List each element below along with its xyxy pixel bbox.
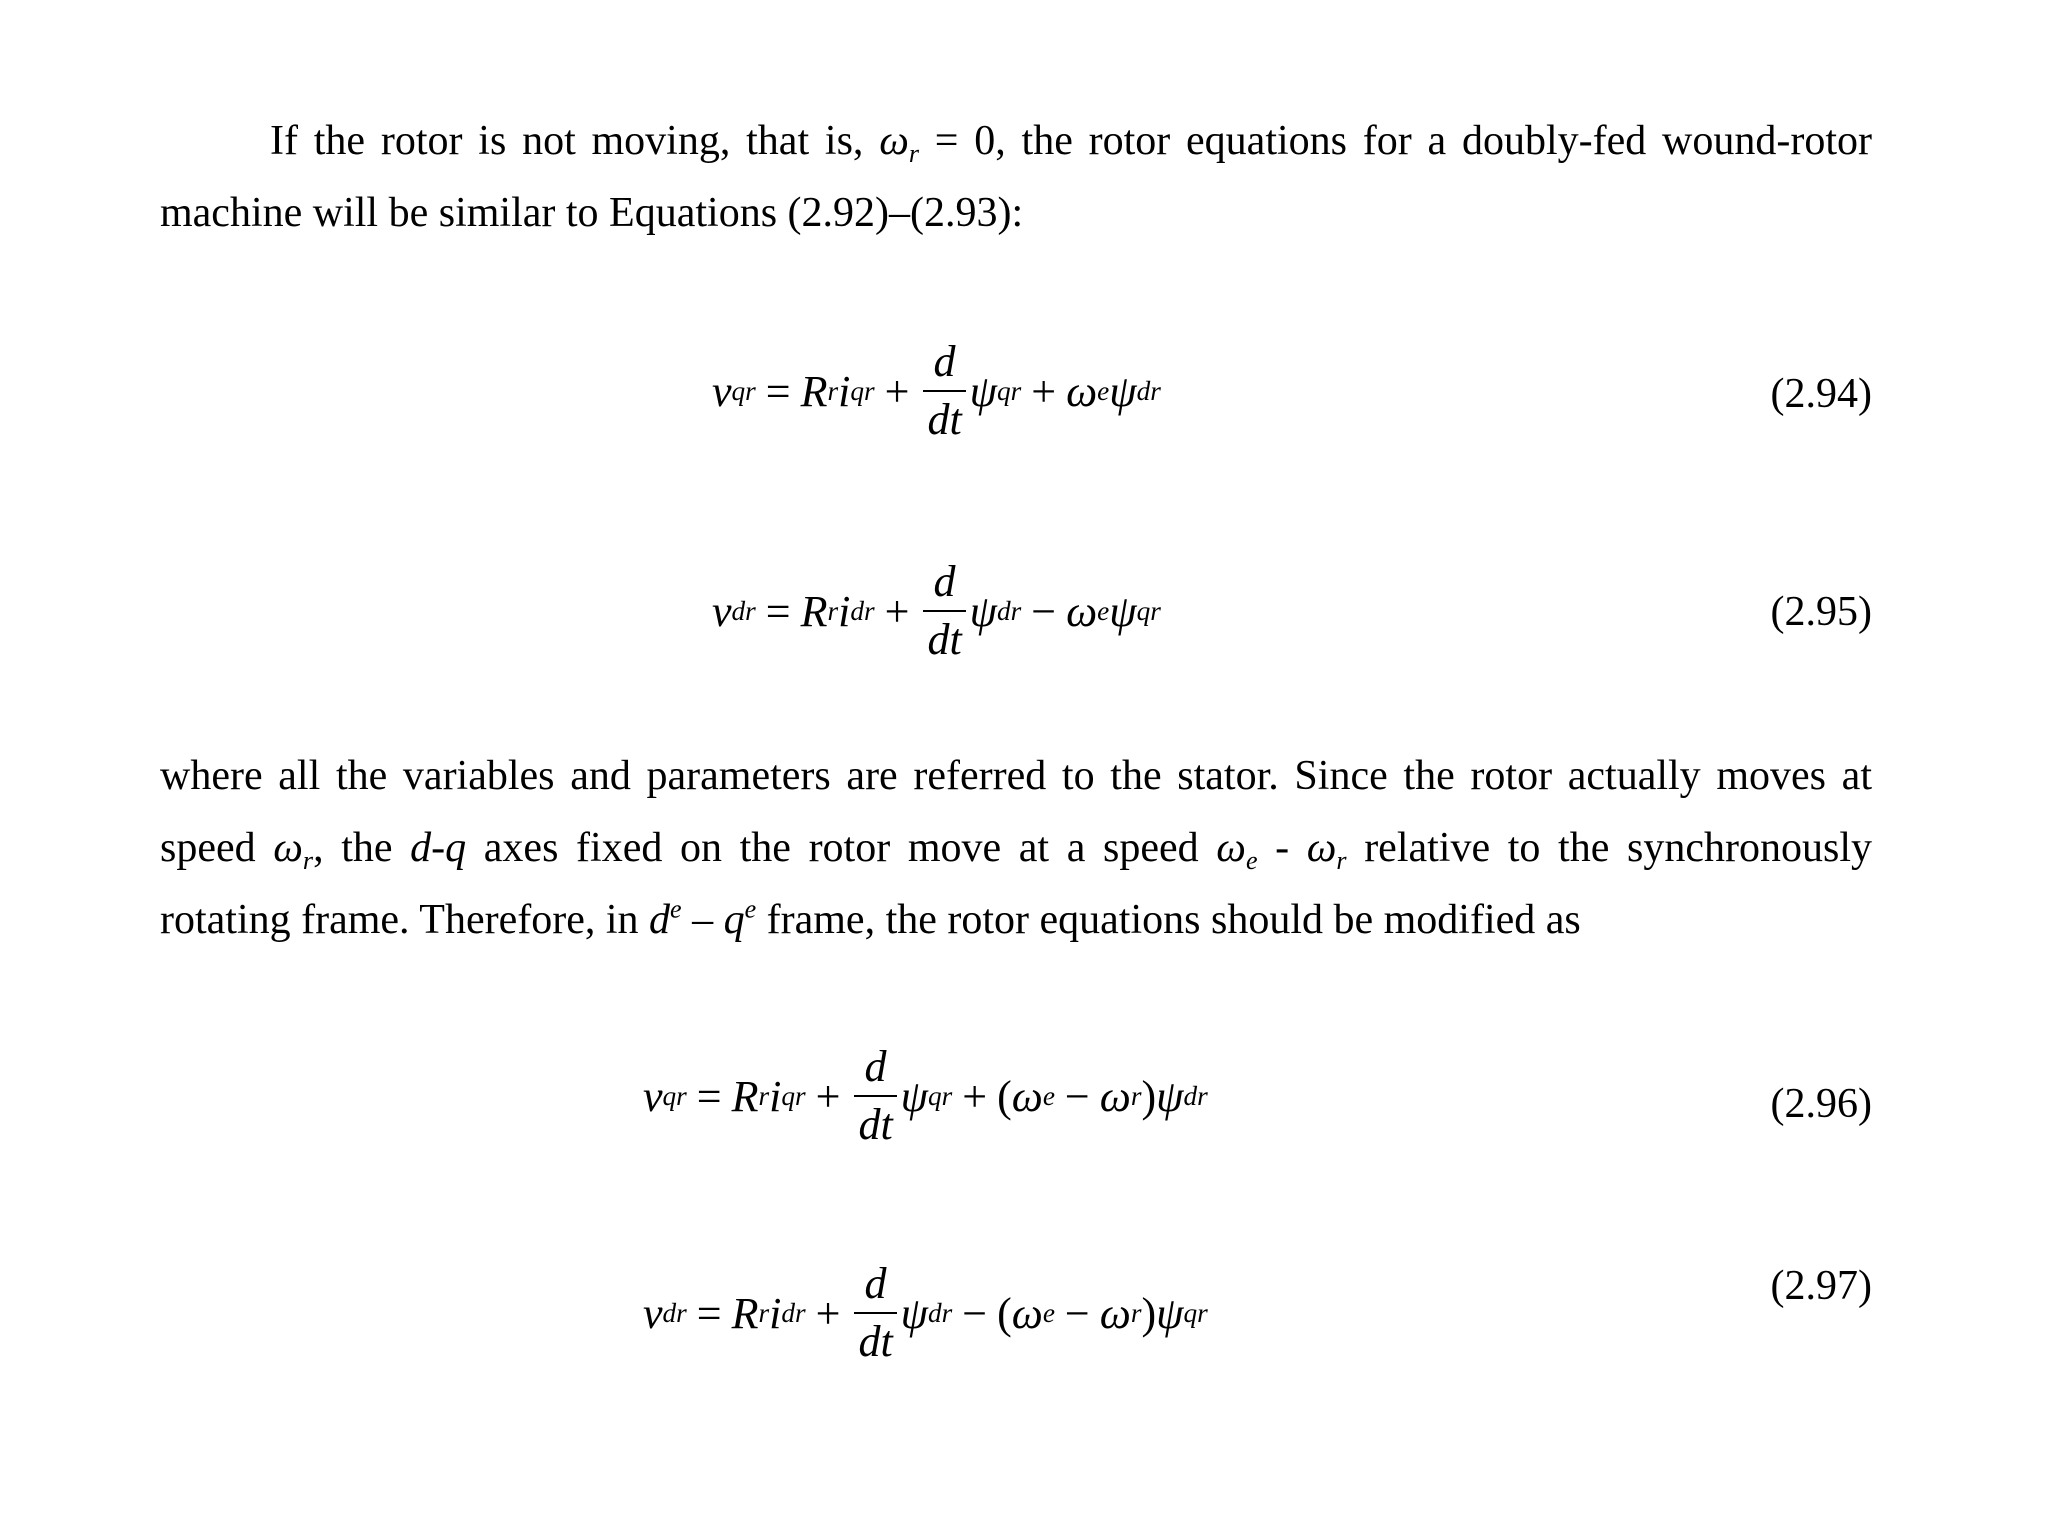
eq-flux-2: ψ — [1109, 586, 1137, 636]
dq-symbol: d-q — [410, 825, 467, 871]
eq-omega-e: ω — [1011, 1288, 1043, 1338]
eq-lhs: v — [643, 1071, 663, 1121]
omega-e-symbol: ω — [1216, 825, 1246, 871]
eq-plus: + — [884, 366, 910, 416]
eq-resistance: R — [800, 586, 828, 636]
eq-flux-1: ψ — [900, 1288, 928, 1338]
omega-subscript: r — [908, 138, 919, 168]
eq-resistance: R — [731, 1071, 759, 1121]
equation-2-96: v qr = R r i qr + $\frac{d}{dt}$ ψ qr + ( ω e − ω r ) ψ dr — [643, 1042, 1208, 1149]
eq-flux-1: ψ — [900, 1071, 928, 1121]
equation-number-2-96: (2.96) — [1770, 1081, 1872, 1127]
frac-denominator: dt — [854, 1312, 896, 1364]
eq-flux-2: ψ — [1156, 1288, 1184, 1338]
eq-paren-close: ) — [1141, 1071, 1157, 1121]
eq-current: i — [838, 366, 851, 416]
eq-plus: + — [884, 586, 910, 636]
omega-symbol: ω — [879, 118, 909, 164]
eq-current: i — [769, 1288, 782, 1338]
omega-r2-subscript: r — [1336, 845, 1347, 875]
equation-number-2-95: (2.95) — [1770, 589, 1872, 635]
frac-numerator: d — [933, 557, 956, 606]
eq-equals: = — [696, 1071, 722, 1121]
eq-omega: ω — [1066, 586, 1098, 636]
eq-flux-1: ψ — [969, 366, 997, 416]
eq-lhs: v — [643, 1288, 663, 1338]
eq-equals: = — [696, 1288, 722, 1338]
eq-omega-r: ω — [1099, 1288, 1131, 1338]
equation-number-2-97: (2.97) — [1770, 1263, 1872, 1309]
eq-equals: = — [765, 366, 791, 416]
eq-current: i — [769, 1071, 782, 1121]
explanation-paragraph — [160, 740, 1872, 956]
equation-2-95: v dr = R r i dr + $\frac{d}{dt}$ ψ dr − ω e ψ qr — [712, 557, 1161, 664]
eq-operator-2: + — [1031, 366, 1057, 416]
derivative-fraction — [923, 337, 965, 444]
eq-equals: = — [765, 586, 791, 636]
derivative-fraction — [854, 1259, 896, 1366]
equation-number-2-94: (2.94) — [1770, 371, 1872, 417]
intro-paragraph — [160, 105, 1872, 249]
eq-lhs: v — [712, 586, 732, 636]
frac-denominator: dt — [923, 610, 965, 662]
expl-text-3: axes fixed on the rotor move at a speed — [466, 825, 1217, 871]
expl-dash: - — [1257, 825, 1307, 871]
eq-omega-e: ω — [1011, 1071, 1043, 1121]
equation-2-94: v qr = R r i qr + $\frac{d}{dt}$ ψ qr + ω e ψ dr — [712, 337, 1161, 444]
eq-resistance: R — [731, 1288, 759, 1338]
expl-text-4: relative to the synchronously rotating frame. Therefore, in — [160, 825, 1872, 943]
equation-2-97: v dr = R r i dr + $\frac{d}{dt}$ ψ dr − ( ω e − ω r ) ψ qr — [643, 1259, 1208, 1366]
eq-flux-1: ψ — [969, 586, 997, 636]
omega-e-subscript: e — [1245, 845, 1258, 875]
eq-lhs: v — [712, 366, 732, 416]
eq-operator-2: − — [962, 1288, 988, 1338]
eq-plus: + — [815, 1288, 841, 1338]
frame-dash: – — [681, 897, 724, 943]
frac-numerator: d — [864, 1259, 887, 1308]
frac-numerator: d — [864, 1042, 887, 1091]
eq-plus: + — [815, 1071, 841, 1121]
eq-operator-2: + — [962, 1071, 988, 1121]
expl-text-5: frame, the rotor equations should be modified as — [756, 897, 1581, 943]
eq-flux-2: ψ — [1109, 366, 1137, 416]
omega-r-subscript: r — [302, 845, 314, 875]
eq-omega: ω — [1066, 366, 1098, 416]
eq-resistance: R — [800, 366, 828, 416]
derivative-fraction — [923, 557, 965, 664]
eq-current: i — [838, 586, 851, 636]
frac-denominator: dt — [854, 1095, 896, 1147]
omega-r-symbol: ω — [273, 825, 303, 871]
intro-text-1: If the rotor is not moving, that is, — [270, 118, 880, 164]
eq-minus: − — [1064, 1071, 1090, 1121]
eq-minus: − — [1064, 1288, 1090, 1338]
derivative-fraction — [854, 1042, 896, 1149]
d-symbol: d — [649, 897, 671, 943]
eq-paren-open: ( — [997, 1071, 1012, 1121]
eq-paren-open: ( — [997, 1288, 1012, 1338]
expl-text-2: , the — [313, 825, 411, 871]
eq-paren-close: ) — [1141, 1288, 1157, 1338]
frac-numerator: d — [933, 337, 956, 386]
eq-omega-r: ω — [1099, 1071, 1131, 1121]
q-superscript: e — [744, 894, 757, 924]
eq-operator-2: − — [1031, 586, 1057, 636]
eq-flux-2: ψ — [1156, 1071, 1184, 1121]
expl-text-1: where all the variables and parameters are referred to the stator. Since the rotor actually moves at speed — [160, 753, 1872, 871]
d-superscript: e — [670, 894, 682, 924]
frac-denominator: dt — [923, 390, 965, 442]
q-symbol: q — [723, 897, 745, 943]
intro-text-2: = 0, the rotor equations for a doubly-fed wound-rotor machine will be similar to Equations (2.92)–(2.93): — [160, 118, 1872, 236]
omega-r2-symbol: ω — [1306, 825, 1337, 871]
